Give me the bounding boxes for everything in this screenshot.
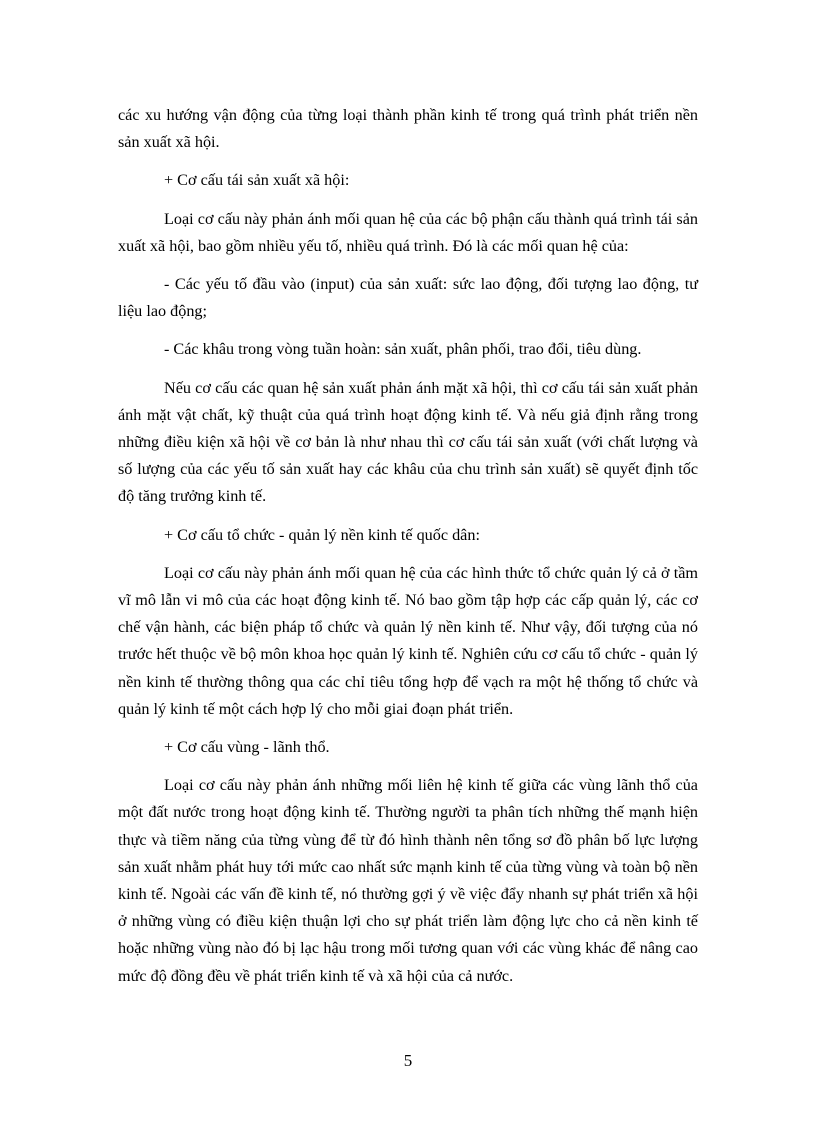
list-item-inputs: - Các yếu tố đầu vào (input) của sản xuất: sức lao động, đối tượng lao động, tư liệu lao động; (118, 275, 698, 321)
paragraph-regional-territorial: Loại cơ cấu này phản ánh những mối liên hệ kinh tế giữa các vùng lãnh thổ của một đất nước trong hoạt động kinh tế. Thường người ta phân tích những thế mạnh hiện thực và tiềm năng của từng vùng để từ đó hình thành nên tổng sơ đồ phân bố lực lượng sản xuất nhằm phát huy tới mức cao nhất sức mạnh kinh tế của từng vùng và toàn bộ nền kinh tế. Ngoài các vấn đề kinh tế, nó thường gợi ý về việc đẩy nhanh sự phát triển xã hội ở những vùng có điều kiện thuận lợi cho sự phát triển làm động lực cho cả nền kinh tế hoặc những vùng nào đó bị lạc hậu trong mối tương quan với các vùng khác để nâng cao mức độ đồng đều về phát triển kinh tế và xã hội của cả nước. (118, 776, 698, 985)
heading-reproduction-structure: + Cơ cấu tái sản xuất xã hội: (164, 171, 350, 190)
paragraph-organization-management: Loại cơ cấu này phản ánh mối quan hệ của các hình thức tổ chức quản lý cả ở tầm vĩ mô lẫn vi mô của các hoạt động kinh tế. Nó bao gồm tập hợp các cấp quản lý, các cơ chế vận hành, các biện pháp tổ chức và quản lý nền kinh tế. Như vậy, đối tượng của nó trước hết thuộc về bộ môn khoa học quản lý kinh tế. Nghiên cứu cơ cấu tổ chức - quản lý nền kinh tế thường thông qua các chỉ tiêu tổng hợp để vạch ra một hệ thống tổ chức và quản lý kinh tế một cách hợp lý cho mỗi giai đoạn phát triển. (118, 563, 698, 718)
page-number: 5 (403, 1051, 413, 1070)
paragraph-reproduction-intro: Loại cơ cấu này phản ánh mối quan hệ của các bộ phận cấu thành quá trình tái sản xuất xã hội, bao gồm nhiều yếu tố, nhiều quá trình. Đó là các mối quan hệ của: (118, 209, 698, 255)
paragraph-reproduction-analysis: Nếu cơ cấu các quan hệ sản xuất phản ánh mặt xã hội, thì cơ cấu tái sản xuất phản ánh mặt vật chất, kỹ thuật của quá trình hoạt động kinh tế. Và nếu giả định rằng trong những điều kiện xã hội về cơ bản là như nhau thì cơ cấu tái sản xuất (với chất lượng và số lượng của các yếu tố sản xuất hay các khâu của chu trình sản xuất) sẽ quyết định tốc độ tăng trưởng kinh tế. (118, 378, 698, 506)
list-item-cycle-stages: - Các khâu trong vòng tuần hoàn: sản xuất, phân phối, trao đổi, tiêu dùng. (164, 340, 642, 359)
document-body (118, 102, 698, 1001)
paragraph-continuation: các xu hướng vận động của từng loại thành phần kinh tế trong quá trình phát triển nền sản xuất xã hội. (118, 106, 698, 152)
heading-organization-management: + Cơ cấu tổ chức - quản lý nền kinh tế quốc dân: (164, 525, 480, 544)
heading-regional-territorial: + Cơ cấu vùng - lãnh thổ. (164, 738, 330, 757)
